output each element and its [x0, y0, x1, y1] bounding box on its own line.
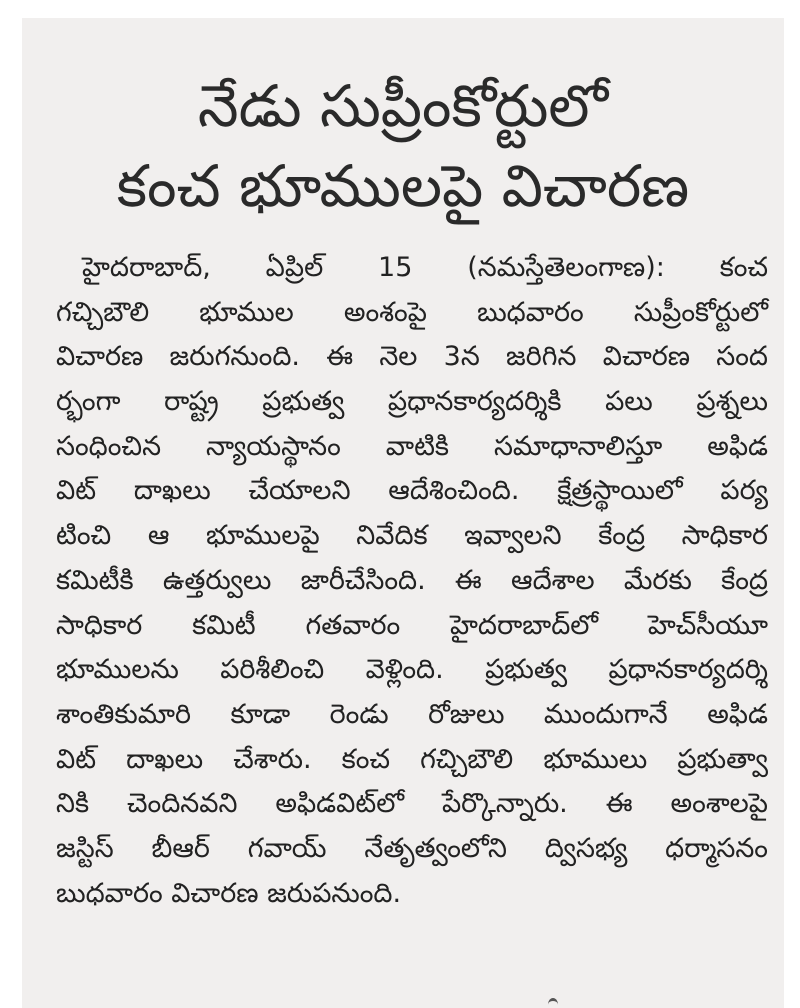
- body-line: విట్ దాఖలు చేశారు. కంచ గచ్చిబౌలి భూములు ప్రభుత్వా: [56, 743, 768, 775]
- article-body: [56, 246, 768, 916]
- body-line: జస్టిస్ బీఆర్ గవాయ్ నేతృత్వంలోని ద్విసభ్య ధర్మాసనం: [56, 832, 768, 864]
- headline-line-1: నేడు సుప్రీంకోర్టులో: [197, 72, 609, 140]
- body-line: బుధవారం విచారణ జరుపనుంది.: [56, 877, 402, 909]
- body-line: గచ్చిబౌలి భూముల అంశంపై బుధవారం సుప్రీంకోర్టులో: [56, 296, 768, 328]
- cut-off-text-fragment: [548, 998, 558, 1008]
- body-line: కమిటీకి ఉత్తర్వులు జారీచేసింది. ఈ ఆదేశాల మేరకు కేంద్ర: [56, 564, 768, 596]
- body-line: శాంతికుమారి కూడా రెండు రోజులు ముందుగానే అఫిడ: [56, 698, 768, 730]
- body-line: సంధించిన న్యాయస్థానం వాటికి సమాధానాలిస్తూ అఫిడ: [56, 430, 768, 462]
- body-line: హైదరాబాద్, ఏప్రిల్ 15 (నమస్తేతెలంగాణ): కంచ: [82, 252, 768, 283]
- body-line: నికి చెందినవని అఫిడవిట్‌లో పేర్కొన్నారు. ఈ అంశాలపై: [56, 788, 768, 820]
- headline: [22, 66, 784, 226]
- body-line: సాధికార కమిటీ గతవారం హైదరాబాద్‌లో హెచ్‌సీయూ: [56, 609, 768, 641]
- newspaper-clipping: [22, 18, 784, 1008]
- body-line: భూములను పరిశీలించి వెళ్లింది. ప్రభుత్వ ప్రధానకార్యదర్శి: [56, 654, 768, 686]
- body-line: విట్ దాఖలు చేయాలని ఆదేశించింది. క్షేత్రస్థాయిలో పర్య: [56, 475, 768, 507]
- body-line: ర్భంగా రాష్ట్ర ప్రభుత్వ ప్రధానకార్యదర్శికి పలు ప్రశ్నలు: [56, 386, 768, 418]
- body-line: టించి ఆ భూములపై నివేదిక ఇవ్వాలని కేంద్ర సాధికార: [56, 520, 768, 552]
- body-line: విచారణ జరుగనుంది. ఈ నెల 3న జరిగిన విచారణ సంద: [56, 341, 768, 373]
- headline-line-2: కంచ భూములపై విచారణ: [116, 152, 690, 220]
